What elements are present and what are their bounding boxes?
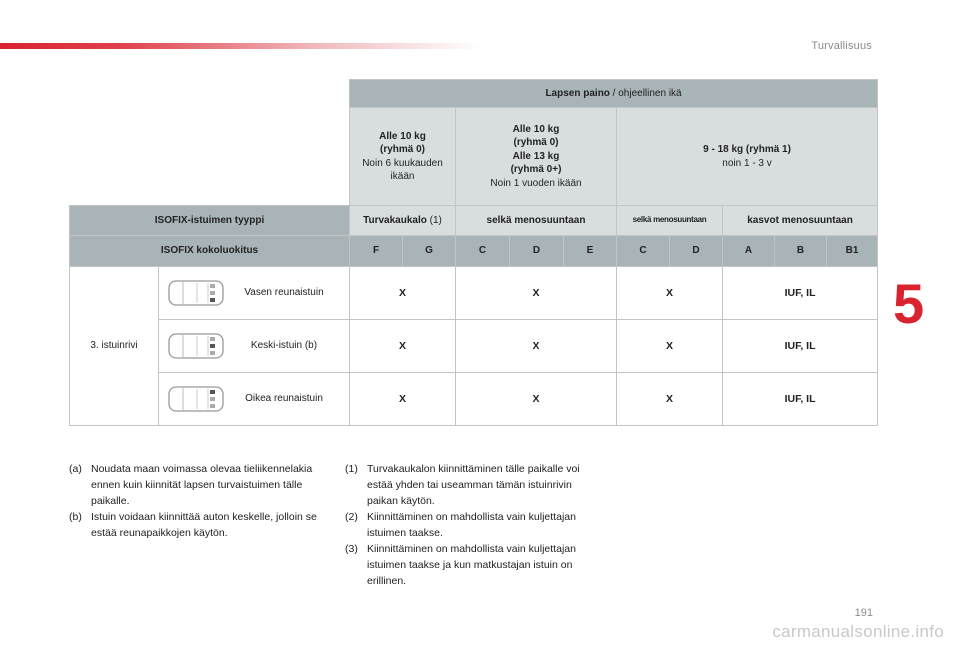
cell-rear-left: X: [456, 267, 617, 320]
note-key: (a): [69, 463, 82, 475]
note-key: (b): [69, 511, 82, 523]
size-class-cell: D: [670, 236, 723, 267]
type-forward-facing: kasvot menosuuntaan: [723, 206, 878, 236]
seat-name-left: Vasen reunaistuin: [244, 287, 324, 299]
weight-label-bold: Lapsen paino: [545, 87, 610, 99]
car-seat-center-icon: [167, 332, 225, 360]
size-class-cell: C: [456, 236, 510, 267]
type-carrycot-note: (1): [426, 214, 442, 226]
cell-carrycot-right: X: [350, 373, 456, 426]
group-0plus-weight-a: Alle 10 kg: [512, 123, 560, 135]
type-rear-facing-small: selkä menosuuntaan: [617, 206, 723, 236]
header-accent-bar: [0, 43, 480, 49]
cell-forward-center: IUF, IL: [723, 320, 878, 373]
note-text: Istuin voidaan kiinnittää auton keskelle, jolloin se estää reunapaikkojen käytön.: [91, 511, 317, 539]
cell-forward-left: IUF, IL: [723, 267, 878, 320]
chapter-number: 5: [893, 272, 925, 335]
car-seat-right-icon: [167, 385, 225, 413]
note-key: (3): [345, 543, 358, 555]
group-0-header: [350, 108, 456, 206]
seat-center: [159, 320, 350, 373]
note-item: [69, 509, 324, 541]
size-class-cell: B: [775, 236, 827, 267]
cell-forward-right: IUF, IL: [723, 373, 878, 426]
page-number: 191: [854, 607, 873, 619]
note-text: Kiinnittäminen on mahdollista vain kuljettajan istuimen taakse ja kun matkustajan istuin on erillinen.: [367, 543, 576, 587]
notes-left: [69, 461, 324, 541]
group-1-weight: 9 - 18 kg (ryhmä 1): [703, 144, 791, 155]
seat-row-label: 3. istuinrivi: [70, 267, 159, 426]
group-0plus-name-b: (ryhmä 0+): [510, 164, 562, 176]
isofix-type-label: ISOFIX-istuimen tyyppi: [70, 206, 350, 236]
note-item: [69, 461, 324, 509]
note-text: Noudata maan voimassa olevaa tieliikennelakia ennen kuin kiinnität lapsen turvaistuimen tälle paikalle.: [91, 463, 313, 507]
note-key: (1): [345, 463, 358, 475]
type-carrycot-label: Turvakaukalo: [363, 214, 427, 226]
group-0-weight: Alle 10 kg: [379, 130, 426, 142]
group-0-age-cont: ikään: [390, 171, 415, 182]
group-0-age: Noin 6 kuukauden: [362, 157, 443, 169]
cell-rear-small-right: X: [617, 373, 723, 426]
size-class-cell: F: [350, 236, 403, 267]
group-0plus-age: Noin 1 vuoden ikään: [490, 177, 582, 189]
group-0plus-weight-b: Alle 13 kg: [512, 150, 560, 162]
seat-left: [159, 267, 350, 320]
note-text: Kiinnittäminen on mahdollista vain kuljettajan istuimen taakse.: [367, 511, 576, 539]
note-text: Turvakaukalon kiinnittäminen tälle paikalle voi estää yhden tai useamman tämän istuinrivin paikan käytön.: [367, 463, 580, 507]
size-class-cell: B1: [827, 236, 878, 267]
size-class-cell: G: [403, 236, 456, 267]
isofix-size-label: ISOFIX kokoluokitus: [70, 236, 350, 267]
group-1-header: [617, 108, 878, 206]
cell-rear-small-center: X: [617, 320, 723, 373]
group-1-age: noin 1 - 3 v: [722, 157, 772, 169]
note-item: [345, 461, 605, 509]
size-class-cell: E: [564, 236, 617, 267]
size-class-cell: D: [510, 236, 564, 267]
group-0plus-header: [456, 108, 617, 206]
size-class-cell: C: [617, 236, 670, 267]
type-carrycot: [350, 206, 456, 236]
child-weight-header: [350, 80, 878, 108]
type-rear-facing: selkä menosuuntaan: [456, 206, 617, 236]
car-seat-left-icon: [167, 279, 225, 307]
note-item: [345, 541, 605, 589]
cell-rear-small-left: X: [617, 267, 723, 320]
cell-carrycot-left: X: [350, 267, 456, 320]
size-class-cell: A: [723, 236, 775, 267]
seat-name-center: Keski-istuin (b): [250, 340, 318, 352]
note-item: [345, 509, 605, 541]
weight-label-rest: / ohjeellinen ikä: [609, 87, 682, 99]
cell-carrycot-center: X: [350, 320, 456, 373]
seat-name-right: Oikea reunaistuin: [245, 393, 323, 405]
group-0-name: (ryhmä 0): [379, 144, 425, 155]
section-title: Turvallisuus: [811, 40, 872, 52]
cell-rear-center: X: [456, 320, 617, 373]
note-key: (2): [345, 511, 358, 523]
group-0plus-name-a: (ryhmä 0): [513, 137, 559, 149]
notes-right: [345, 461, 605, 589]
cell-rear-right: X: [456, 373, 617, 426]
isofix-table: [69, 79, 878, 426]
seat-right: [159, 373, 350, 426]
watermark: carmanualsonline.info: [772, 622, 944, 641]
